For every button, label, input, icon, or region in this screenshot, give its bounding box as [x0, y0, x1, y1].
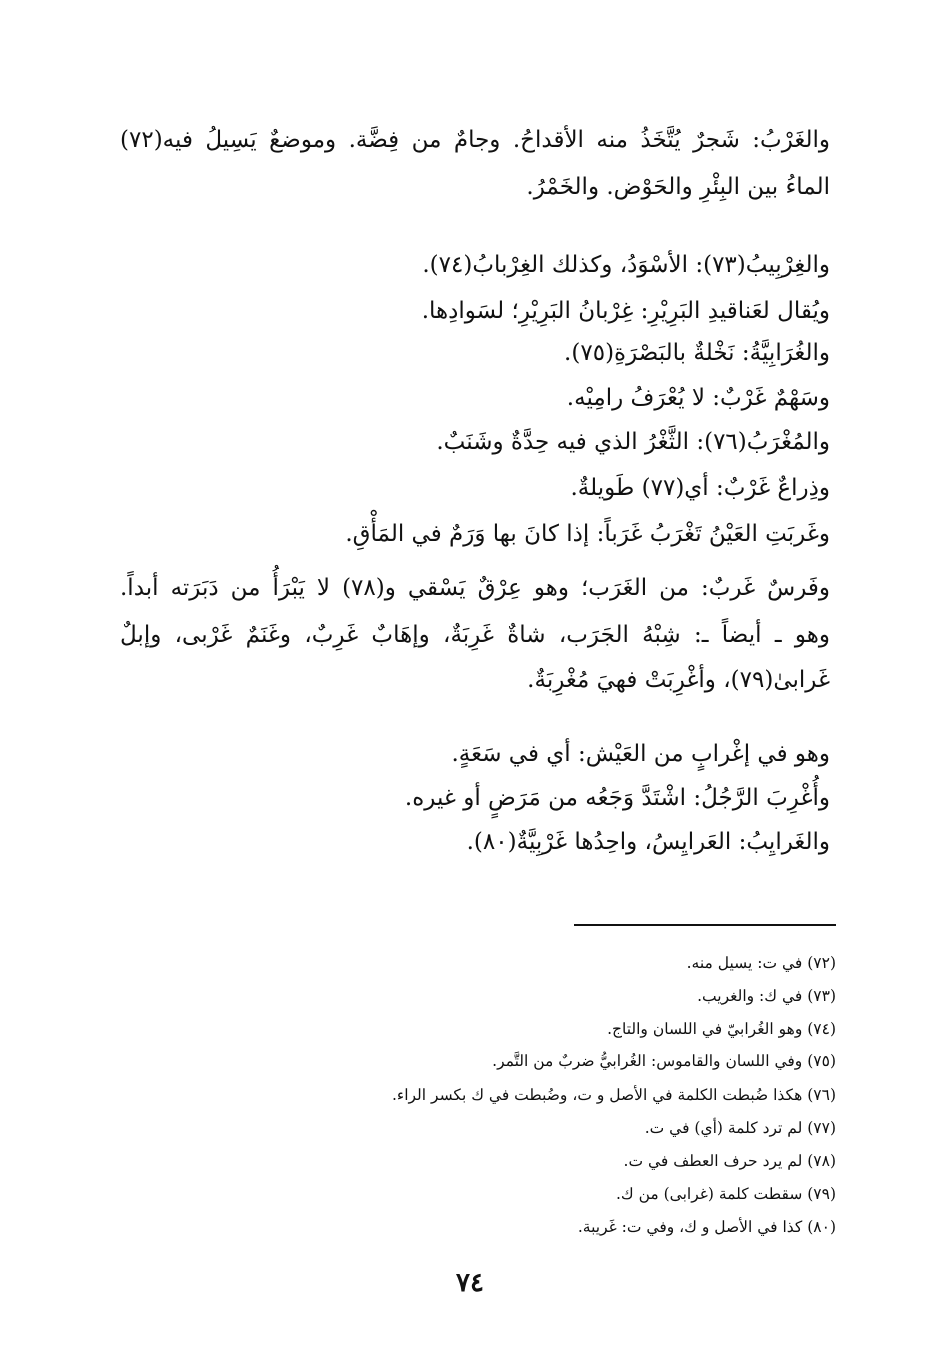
text-line: والغُرَابِيَّةُ: نَخْلةٌ بالبَصْرَةِ(٧٥).: [564, 340, 830, 366]
text-line: والمُغْرَبُ(٧٦): الثَّغْرُ الذي فيه حِدَّةٌ وشَنَبٌ.: [436, 429, 830, 455]
text-line: والغَرايِبُ: العَرايِسُ، واحِدُها غَرْبِيَّةٌ(٨٠).: [466, 829, 830, 855]
footnote-separator: [574, 924, 836, 926]
footnote: (٨٠) كذا في الأصل و ك، وفي ت: غَريبة.: [577, 1218, 836, 1236]
text-line: وفَرسٌ غَربٌ: من الغَرَب؛ وهو عِرْقٌ يَسْقي و(٧٨) لا يَبْرَأُ من دَبَرَته أبداً.: [120, 575, 831, 601]
footnote: (٧٧) لم ترد كلمة (أي) في ت.: [644, 1119, 836, 1137]
text-line: الماءُ بين البِئْرِ والحَوْض. والخَمْرُ.: [526, 174, 830, 200]
footnote: (٧٤) وهو الغُرابيّ في اللسان والتاج.: [607, 1020, 836, 1038]
text-line: غَرابىٰ(٧٩)، وأغْرِبَتْ فهيَ مُغْرِبَةٌ.: [527, 667, 830, 693]
text-line: والغَرْبُ: شَجرٌ يُتَّخَذُ منه الأقداحُ. وجامٌ من فِضَّة. وموضعٌ يَسِيلُ فيه(٧٢): [120, 127, 830, 153]
text-line: وأُغْرِبَ الرَّجُلُ: اشْتَدَّ وَجَعُه من مَرَضٍ أو غيره.: [404, 785, 830, 811]
footnote: (٧٩) سقطت كلمة (غرابى) من ك.: [615, 1185, 836, 1203]
footnote: (٧٢) في ت: يسيل منه.: [686, 954, 836, 972]
text-line: ويُقال لعَناقيدِ البَرِيْرِ: غِرْبانُ البَرِيْرِ؛ لسَوادِها.: [421, 298, 830, 324]
footnote: (٧٥) وفي اللسان والقاموس: الغُرابيُّ ضربٌ من التَّمر.: [492, 1052, 836, 1070]
text-line: وسَهْمٌ غَرْبٌ: لا يُعْرَفُ رامِيْه.: [566, 385, 830, 411]
page-number: ٧٤: [456, 1268, 484, 1298]
text-line: وهو في إغْرابٍ من العَيْش: أي في سَعَةٍ.: [451, 741, 830, 767]
text-line: وهو ـ أيضاً ـ: شِبْهُ الجَرَب، شاةٌ غَرِبَةٌ، وإهَابٌ غَرِبٌ، وغَنَمٌ غَرْبى، وإبلٌ: [120, 622, 830, 648]
footnote: (٧٦) هكذا ضُبطت الكلمة في الأصل و ت، وضُبطت في ك بكسر الراء.: [391, 1086, 836, 1104]
text-line: والغِرْبِيبُ(٧٣): الأسْوَدُ، وكذلك الغِرْبابُ(٧٤).: [422, 252, 830, 278]
footnote: (٧٨) لم يرد حرف العطف في ت.: [623, 1152, 836, 1170]
footnote: (٧٣) في ك: والغريب.: [697, 987, 836, 1005]
text-line: وذِراعٌ غَرْبٌ: أي(٧٧) طَويلةٌ.: [570, 475, 830, 501]
text-line: وغَربَتِ العَيْنُ تَغْرَبُ غَرَباً: إذا كانَ بها وَرَمٌ في المَأْقِ.: [345, 521, 830, 547]
